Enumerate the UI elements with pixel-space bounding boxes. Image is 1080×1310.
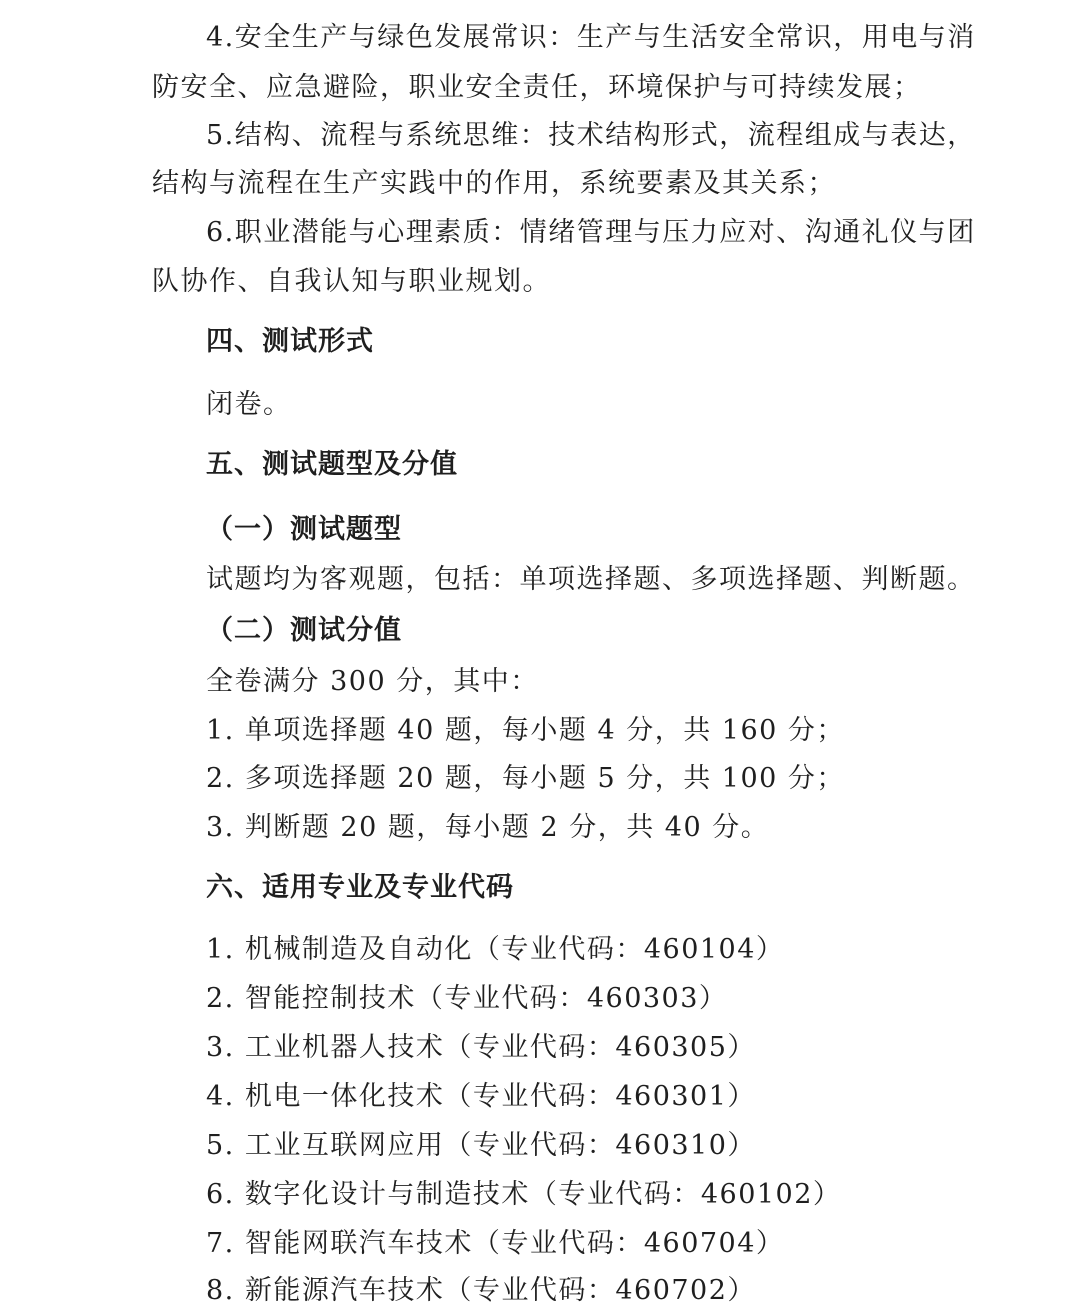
list-item-4-line-2: 防安全、应急避险，职业安全责任，环境保护与可持续发展； bbox=[152, 72, 922, 103]
major-item: 7. 智能网联汽车技术（专业代码：460704） bbox=[206, 1228, 785, 1259]
subheading-question-types: （一）测试题型 bbox=[206, 514, 402, 545]
list-item-5-line-2: 结构与流程在生产实践中的作用，系统要素及其关系； bbox=[152, 168, 836, 199]
score-item: 1. 单项选择题 40 题，每小题 4 分，共 160 分； bbox=[206, 715, 845, 746]
major-item: 3. 工业机器人技术（专业代码：460305） bbox=[206, 1032, 756, 1063]
major-item: 8. 新能源汽车技术（专业代码：460702） bbox=[206, 1275, 756, 1306]
major-item: 2. 智能控制技术（专业代码：460303） bbox=[206, 983, 728, 1014]
list-item-6-line-2: 队协作、自我认知与职业规划。 bbox=[152, 266, 551, 297]
list-item-5-line-1: 5.结构、流程与系统思维：技术结构形式，流程组成与表达， bbox=[206, 120, 976, 151]
test-format-body: 闭卷。 bbox=[206, 389, 292, 420]
major-item: 4. 机电一体化技术（专业代码：460301） bbox=[206, 1081, 756, 1112]
section-heading-majors: 六、适用专业及专业代码 bbox=[206, 872, 514, 903]
section-heading-test-format: 四、测试形式 bbox=[206, 326, 374, 357]
subheading-score-values: （二）测试分值 bbox=[206, 615, 402, 646]
section-heading-question-types: 五、测试题型及分值 bbox=[206, 449, 458, 480]
list-item-6-line-1: 6.职业潜能与心理素质：情绪管理与压力应对、沟通礼仪与团 bbox=[206, 217, 976, 248]
major-item: 6. 数字化设计与制造技术（专业代码：460102） bbox=[206, 1179, 842, 1210]
score-item: 3. 判断题 20 题，每小题 2 分，共 40 分。 bbox=[206, 812, 770, 843]
question-types-body: 试题均为客观题，包括：单项选择题、多项选择题、判断题。 bbox=[206, 564, 976, 595]
score-intro: 全卷满分 300 分，其中： bbox=[206, 666, 539, 697]
list-item-4-line-1: 4.安全生产与绿色发展常识：生产与生活安全常识，用电与消 bbox=[206, 22, 976, 53]
major-item: 5. 工业互联网应用（专业代码：460310） bbox=[206, 1130, 756, 1161]
score-item: 2. 多项选择题 20 题，每小题 5 分，共 100 分； bbox=[206, 763, 845, 794]
major-item: 1. 机械制造及自动化（专业代码：460104） bbox=[206, 934, 785, 965]
